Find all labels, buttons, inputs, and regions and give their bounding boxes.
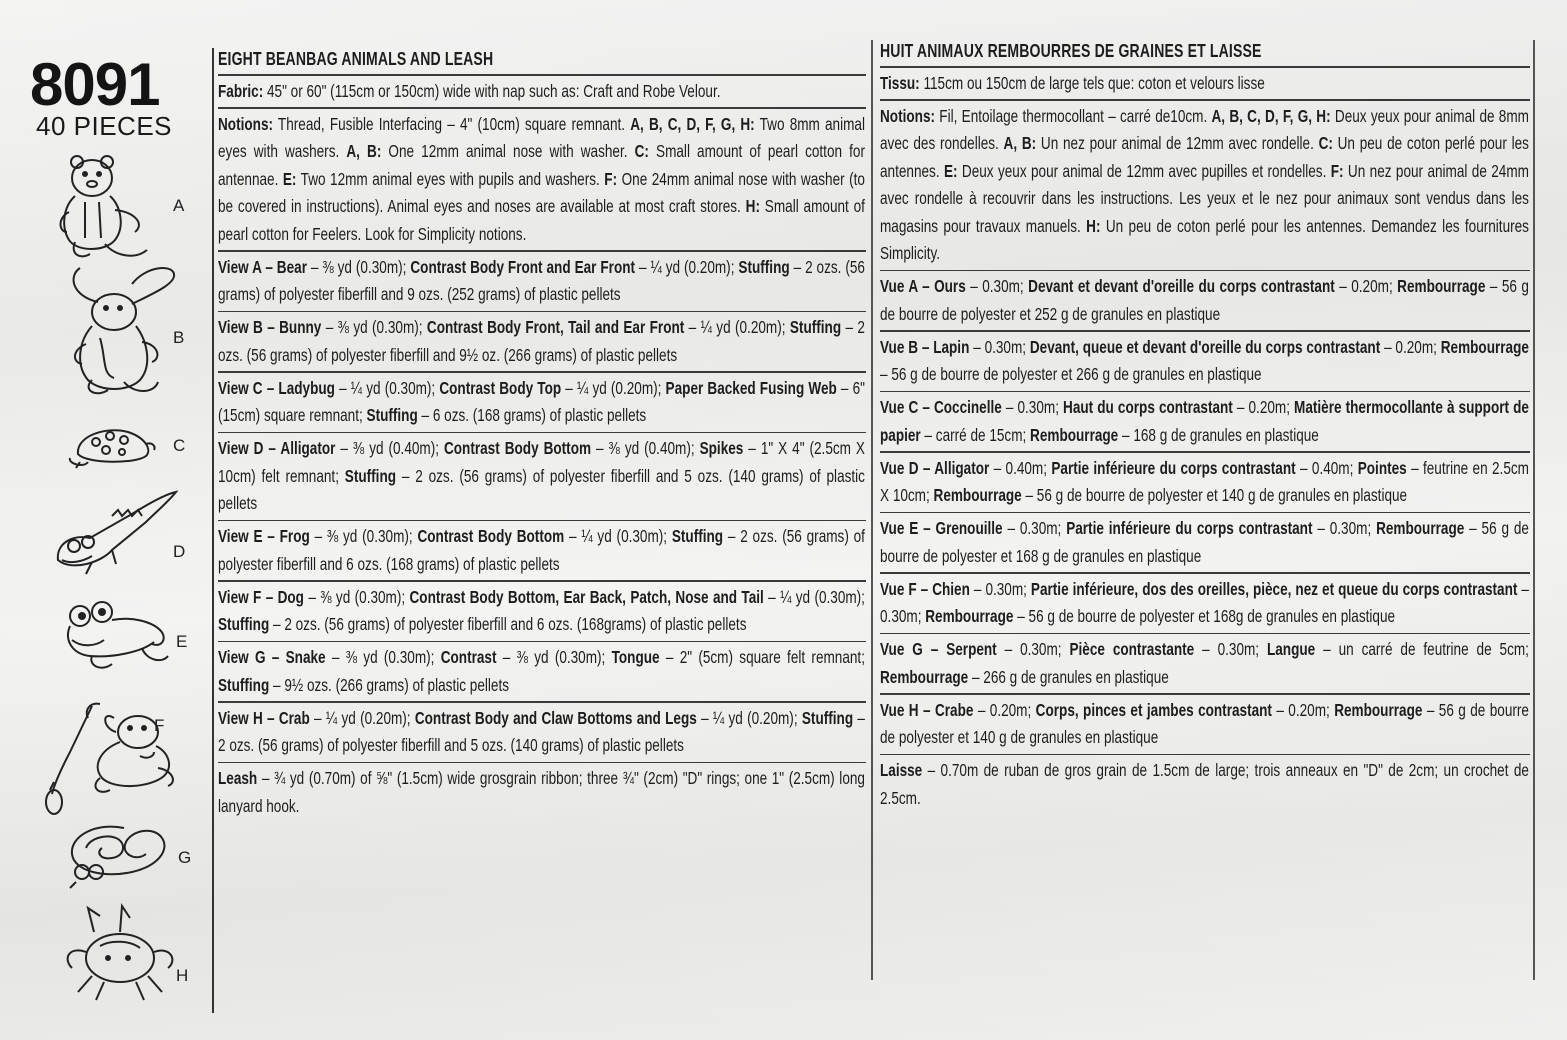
bunny-icon bbox=[62, 262, 185, 402]
bold-label: Devant, queue et devant d'oreille du corps contrastant bbox=[1029, 336, 1381, 357]
text-run: – ¼ yd (0.30m); bbox=[564, 526, 672, 546]
text-run: – 0.40m; bbox=[1295, 457, 1358, 478]
bold-label: Partie inférieure du corps contrastant bbox=[1051, 457, 1296, 478]
text-run: – 56 g de bourre de polyester et 266 g de granules en plastique bbox=[880, 364, 1262, 384]
bold-label: F: bbox=[1330, 160, 1344, 181]
french-view-entry bbox=[880, 273, 1530, 328]
french-view-entry bbox=[880, 576, 1530, 631]
bold-label: Matière thermocollante à support de papier bbox=[880, 397, 1529, 445]
text-run: – 0.30m; bbox=[996, 639, 1070, 659]
text-run: – 56 g de bourre de polyester et 140 g de granules en plastique bbox=[1021, 485, 1408, 505]
text-run: – 0.30m; bbox=[1194, 639, 1267, 659]
bold-label: Rembourrage bbox=[1334, 699, 1423, 720]
text-run: – 56 g de bourre de polyester et 168g de granules en plastique bbox=[1013, 606, 1396, 626]
divider bbox=[880, 451, 1530, 453]
divider bbox=[880, 330, 1530, 332]
text-run: – 0.30m; bbox=[969, 578, 1031, 599]
divider bbox=[218, 762, 866, 764]
bold-label: Vue D – Alligator bbox=[880, 457, 990, 478]
french-view-entry bbox=[880, 757, 1530, 812]
divider bbox=[880, 693, 1530, 695]
text-run: – 2 ozs. (56 grams) of polyester fiberfill and 6 ozs. (168grams) of plastic pellets bbox=[269, 614, 747, 634]
bold-label: H: bbox=[1086, 215, 1101, 236]
text-run: – ¼ yd (0.30m); bbox=[334, 377, 440, 398]
text-run: – 2 ozs. (56 grams) of polyester fiberfill and 5 ozs. (140 grams) of plastic pellets bbox=[218, 465, 865, 513]
divider bbox=[880, 512, 1530, 514]
text-run: – 0.20m; bbox=[1232, 397, 1295, 417]
english-view-entry bbox=[218, 435, 866, 518]
bold-label: Pièce contrastante bbox=[1069, 639, 1195, 659]
english-view-entry bbox=[218, 644, 866, 699]
divider bbox=[880, 754, 1530, 756]
text-run: – ¼ yd (0.20m); bbox=[696, 707, 802, 728]
text-run: Thread, Fusible Interfacing – 4" (10cm) square remnant. bbox=[273, 113, 631, 134]
text-run: – ¾ yd (0.70m) of ⅝" (1.5cm) wide grosgrain ribbon; three ¾" (2cm) "D" rings; one 1" (2.5cm) long lanyard hook. bbox=[218, 768, 865, 816]
bold-label: Contrast Body Front, Tail and Ear Front bbox=[426, 317, 685, 337]
bold-label: Rembourrage bbox=[880, 666, 969, 687]
bold-label: Contrast bbox=[440, 647, 497, 667]
french-view-entry bbox=[880, 394, 1530, 449]
bold-label: Notions: bbox=[218, 113, 274, 134]
bold-label: Corps, pinces et jambes contrastant bbox=[1035, 699, 1272, 720]
bold-label: A, B, C, D, F, G, H: bbox=[1211, 105, 1331, 126]
text-run: Two 12mm animal eyes with pupils and washers. bbox=[296, 168, 605, 189]
figure-letter-d: D bbox=[173, 542, 186, 561]
text-run: – 2 ozs. (56 grams) of polyester fiberfill and 5 ozs. (140 grams) of plastic pellets bbox=[218, 707, 865, 755]
text-run: – un carré de feutrine de 5cm; bbox=[1315, 639, 1529, 659]
bold-label: Vue E – Grenouille bbox=[880, 518, 1003, 538]
english-view-entry bbox=[218, 254, 866, 309]
text-run: – 0.30m; bbox=[1002, 518, 1067, 538]
figure-letter-c: C bbox=[173, 436, 186, 455]
bold-label: H: bbox=[745, 196, 760, 216]
bold-label: Rembourrage bbox=[925, 606, 1014, 626]
english-view-entry bbox=[218, 314, 866, 369]
bold-label: Contrast Body Front and Ear Front bbox=[410, 256, 636, 277]
divider bbox=[218, 520, 866, 522]
text-run: One 24mm animal nose with washer (to be covered in instructions). Animal eyes and noses are available at most craft stores. bbox=[218, 168, 865, 216]
divider bbox=[218, 371, 866, 373]
bold-label: Stuffing bbox=[218, 674, 270, 695]
divider bbox=[218, 311, 866, 313]
text-run: – 6 ozs. (168 grams) of plastic pellets bbox=[417, 405, 647, 425]
pattern-number: 8091 bbox=[30, 51, 160, 118]
text-run: – 0.20m; bbox=[1271, 699, 1335, 720]
divider bbox=[880, 66, 1530, 68]
divider bbox=[218, 250, 866, 252]
bold-label: Vue B – Lapin bbox=[880, 336, 970, 357]
text-run: Un peu de coton perlé pour les antennes. Demandez les fournitures Simplicity. bbox=[880, 215, 1529, 263]
column-divider bbox=[212, 48, 214, 1013]
bold-label: Stuffing bbox=[671, 526, 724, 546]
english-fabric bbox=[218, 78, 866, 106]
english-view-entry bbox=[218, 523, 866, 578]
text-run: Small amount of pearl cotton for antennae. bbox=[218, 141, 865, 189]
bold-label: Tongue bbox=[611, 647, 660, 667]
bold-label: Contrast Body Bottom bbox=[417, 526, 565, 546]
english-view-entry bbox=[218, 375, 866, 430]
bold-label: Leash bbox=[218, 768, 258, 788]
bold-label: Spikes bbox=[699, 438, 744, 458]
bold-label: Pointes bbox=[1357, 457, 1407, 478]
text-run: – 2 ozs. (56 grams) of polyester fiberfill and 6 ozs. (168 grams) of plastic pellets bbox=[218, 526, 865, 574]
bold-label: Vue F – Chien bbox=[880, 578, 970, 599]
bold-label: Vue H – Crabe bbox=[880, 699, 974, 720]
bold-label: View H – Crab bbox=[218, 707, 310, 728]
bold-label: Rembourrage bbox=[1030, 424, 1119, 445]
french-view-entry bbox=[880, 455, 1530, 510]
figure-letter-g: G bbox=[178, 848, 192, 867]
bold-label: Stuffing bbox=[801, 707, 854, 728]
english-views bbox=[218, 250, 866, 820]
bold-label: Fabric: bbox=[218, 80, 264, 101]
text-run: – ¼ yd (0.20m); bbox=[635, 256, 739, 277]
bold-label: A, B, C, D, F, G, H: bbox=[630, 113, 755, 134]
text-run: – ⅜ yd (0.30m); bbox=[321, 317, 427, 337]
figure-letter-f: F bbox=[154, 716, 165, 735]
bold-label: View A – Bear bbox=[218, 256, 307, 277]
divider bbox=[880, 99, 1530, 101]
text-run: – 1" X 4" (2.5cm X 10cm) felt remnant; bbox=[218, 438, 865, 486]
text-run: – 0.20m; bbox=[1380, 336, 1441, 357]
text-run: – 266 g de granules en plastique bbox=[968, 666, 1169, 687]
text-run: – 168 g de granules en plastique bbox=[1118, 424, 1319, 445]
bold-label: A, B: bbox=[1003, 133, 1037, 153]
bold-label: Haut du corps contrastant bbox=[1063, 397, 1233, 417]
bold-label: F: bbox=[604, 168, 618, 189]
bold-label: Laisse bbox=[880, 760, 923, 780]
french-views bbox=[880, 270, 1530, 813]
text-run: – 0.30m; bbox=[880, 578, 1529, 626]
bold-label: E: bbox=[282, 168, 297, 189]
text-run: – 6" (15cm) square remnant; bbox=[218, 377, 865, 425]
text-run: – ⅜ yd (0.40m); bbox=[591, 438, 700, 458]
bold-label: Rembourrage bbox=[1440, 336, 1529, 357]
text-run: 45" or 60" (115cm or 150cm) wide with nap such as: Craft and Robe Velour. bbox=[263, 80, 721, 101]
text-run: – 0.40m; bbox=[989, 457, 1052, 478]
english-requirements bbox=[218, 46, 866, 820]
bear-icon bbox=[55, 152, 160, 267]
text-run: Deux yeux pour animal de 8mm avec des rondelles. bbox=[880, 105, 1529, 153]
alligator-icon bbox=[52, 488, 182, 578]
text-run: – ⅜ yd (0.30m); bbox=[303, 586, 410, 607]
bold-label: Vue C – Coccinelle bbox=[880, 397, 1002, 417]
text-run: Small amount of pearl cotton for Feelers. Look for Simplicity notions. bbox=[218, 196, 865, 244]
text-run: Fil, Entoilage thermocollant – carré de10cm. bbox=[935, 105, 1212, 126]
english-notions bbox=[218, 111, 866, 249]
divider bbox=[218, 107, 866, 109]
text-run: – 2 ozs. (56 grams) of polyester fiberfill and 9 ozs. (252 grams) of plastic pellets bbox=[218, 256, 865, 304]
text-run: – 0.30m; bbox=[965, 276, 1029, 296]
text-run: – ⅜ yd (0.30m); bbox=[325, 647, 441, 667]
bold-label: C: bbox=[634, 141, 649, 161]
bold-label: A, B: bbox=[346, 141, 382, 161]
divider bbox=[880, 270, 1530, 272]
text-run: – 56 g de bourre de polyester et 252 g de granules en plastique bbox=[880, 276, 1529, 324]
french-title: HUIT ANIMAUX REMBOURRES DE GRAINES ET LAISSE bbox=[880, 41, 1262, 61]
english-title: EIGHT BEANBAG ANIMALS AND LEASH bbox=[218, 49, 494, 69]
bold-label: E: bbox=[943, 160, 958, 181]
bold-label: Stuffing bbox=[366, 405, 418, 425]
text-run: 115cm ou 150cm de large tels que: coton et velours lisse bbox=[919, 72, 1265, 93]
bold-label: Stuffing bbox=[344, 465, 397, 486]
text-run: – 0.30m; bbox=[1001, 397, 1064, 417]
bold-label: Contrast Body Bottom, Ear Back, Patch, Nose and Tail bbox=[409, 586, 764, 607]
divider bbox=[880, 391, 1530, 393]
text-run: One 12mm animal nose with washer. bbox=[381, 141, 635, 161]
divider bbox=[880, 633, 1530, 635]
text-run: – feutrine en 2.5cm X 10cm; bbox=[880, 457, 1529, 505]
bold-label: Partie inférieure du corps contrastant bbox=[1066, 518, 1313, 538]
bold-label: Partie inférieure, dos des oreilles, pièce, nez et queue du corps contrastant bbox=[1030, 578, 1518, 599]
text-run: Deux yeux pour animal de 12mm avec pupilles et rondelles. bbox=[957, 160, 1331, 181]
text-run: – ⅜ yd (0.40m); bbox=[335, 438, 444, 458]
figure-letter-h: H bbox=[176, 966, 189, 985]
snake-icon bbox=[66, 820, 176, 890]
french-requirements bbox=[880, 38, 1530, 812]
text-run: – 56 g de bourre de polyester et 168 g de granules en plastique bbox=[880, 518, 1529, 566]
english-view-entry bbox=[218, 705, 866, 760]
bold-label: Rembourrage bbox=[1397, 276, 1486, 296]
figure-letter-e: E bbox=[176, 632, 188, 651]
french-notions bbox=[880, 103, 1530, 268]
english-view-entry bbox=[218, 584, 866, 639]
text-run: – 56 g de bourre de polyester et 140 g de granules en plastique bbox=[880, 699, 1529, 747]
bold-label: Stuffing bbox=[218, 614, 270, 634]
french-view-entry bbox=[880, 697, 1530, 752]
text-run: – 2" (5cm) square felt remnant; bbox=[659, 647, 865, 667]
bold-label: Tissu: bbox=[880, 72, 920, 93]
text-run: – 0.20m; bbox=[973, 699, 1036, 720]
column-divider bbox=[1533, 40, 1535, 980]
crab-icon bbox=[60, 902, 180, 1012]
text-run: – 9½ ozs. (266 grams) of plastic pellets bbox=[269, 674, 510, 695]
text-run: – 0.20m; bbox=[1334, 276, 1398, 296]
bold-label: Notions: bbox=[880, 105, 936, 126]
bold-label: View C – Ladybug bbox=[218, 377, 335, 398]
bold-label: Contrast Body and Claw Bottoms and Legs bbox=[414, 707, 697, 728]
text-run: – 0.30m; bbox=[969, 336, 1030, 357]
text-run: Un nez pour animal de 12mm avec rondelle. bbox=[1036, 133, 1319, 153]
text-run: – ⅜ yd (0.30m); bbox=[496, 647, 612, 667]
text-run: Un nez pour animal de 24mm avec rondelle à recouvrir dans les instructions. Les yeux et le nez pour animaux sont vendus dans les magasins pour travaux manuels. bbox=[880, 160, 1529, 236]
french-view-entry bbox=[880, 334, 1530, 389]
bold-label: Rembourrage bbox=[1376, 518, 1465, 538]
divider bbox=[218, 701, 866, 703]
bold-label: View E – Frog bbox=[218, 526, 310, 546]
bold-label: Stuffing bbox=[789, 317, 842, 337]
bold-label: View B – Bunny bbox=[218, 317, 322, 337]
text-run: Two 8mm animal eyes with washers. bbox=[218, 113, 865, 161]
text-run: – ¼ yd (0.20m); bbox=[684, 317, 790, 337]
text-run: – ¼ yd (0.20m); bbox=[561, 377, 666, 398]
bold-label: Devant et devant d'oreille du corps contrastant bbox=[1028, 276, 1335, 296]
english-view-entry bbox=[218, 765, 866, 820]
bold-label: View G – Snake bbox=[218, 647, 326, 667]
text-run: – ¼ yd (0.20m); bbox=[309, 707, 415, 728]
text-run: Un peu de coton perlé pour les antennes. bbox=[880, 133, 1529, 181]
ladybug-icon bbox=[66, 424, 156, 470]
divider bbox=[218, 432, 866, 434]
bold-label: View F – Dog bbox=[218, 586, 304, 607]
french-view-entry bbox=[880, 515, 1530, 570]
bold-label: Stuffing bbox=[738, 256, 790, 277]
bold-label: Contrast Body Bottom bbox=[443, 438, 592, 458]
french-view-entry bbox=[880, 636, 1530, 691]
text-run: – carré de 15cm; bbox=[920, 424, 1031, 445]
text-run: – 2 ozs. (56 grams) of polyester fiberfill and 9½ oz. (266 grams) of plastic pellets bbox=[218, 317, 865, 365]
text-run: – ¼ yd (0.30m); bbox=[763, 586, 865, 607]
figure-letter-b: B bbox=[173, 328, 185, 347]
figure-letter-a: A bbox=[173, 196, 185, 215]
divider bbox=[218, 580, 866, 582]
bold-label: Contrast Body Top bbox=[439, 377, 562, 398]
frog-icon bbox=[62, 600, 172, 674]
bold-label: Rembourrage bbox=[933, 485, 1022, 505]
french-fabric bbox=[880, 70, 1530, 98]
text-run: – ⅜ yd (0.30m); bbox=[306, 256, 411, 277]
bold-label: Langue bbox=[1266, 639, 1316, 659]
bold-label: C: bbox=[1318, 133, 1333, 153]
divider bbox=[880, 572, 1530, 574]
bold-label: View D – Alligator bbox=[218, 438, 336, 458]
column-divider bbox=[871, 40, 873, 980]
text-run: – 0.70m de ruban de gros grain de 1.5cm de large; trois anneaux en "D" de 2cm; un crochet de 2.5cm. bbox=[880, 760, 1529, 808]
bold-label: Vue A – Ours bbox=[880, 276, 966, 296]
bold-label: Vue G – Serpent bbox=[880, 639, 997, 659]
bold-label: Paper Backed Fusing Web bbox=[665, 377, 837, 398]
divider bbox=[218, 74, 866, 76]
text-run: – 0.30m; bbox=[1312, 518, 1377, 538]
pattern-pieces-count: 40 PIECES bbox=[36, 111, 173, 141]
text-run: – ⅜ yd (0.30m); bbox=[309, 526, 418, 546]
divider bbox=[218, 641, 866, 643]
